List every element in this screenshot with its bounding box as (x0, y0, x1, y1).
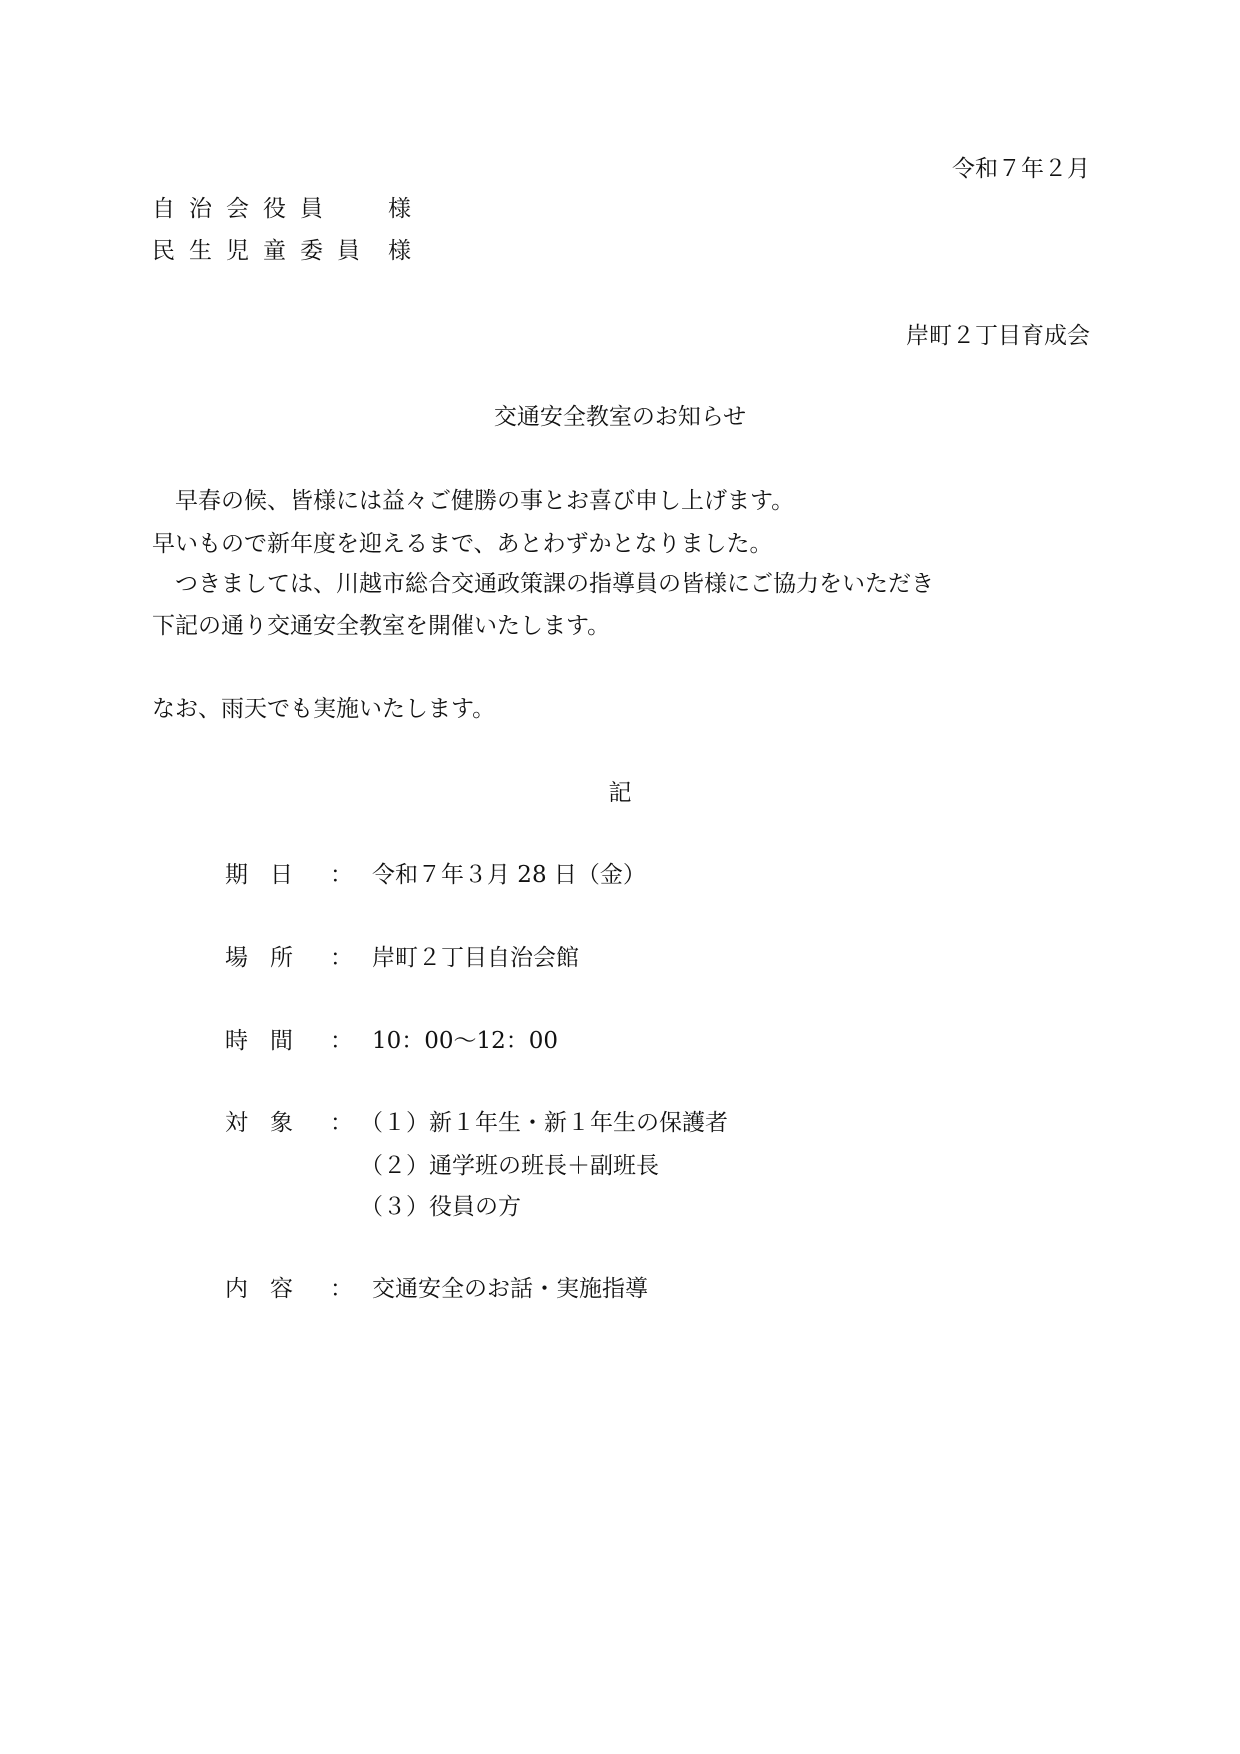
time-colon: ： (330, 1028, 353, 1054)
content-value: 交通安全のお話・実施指導 (372, 1276, 648, 1302)
target-item-1: （１）新１年生・新１年生の保護者 (360, 1110, 728, 1136)
target-label: 対象 (225, 1110, 315, 1136)
recipient-1-honorific: 様 (388, 196, 411, 222)
recipient-2-honorific: 様 (388, 238, 411, 264)
content-colon: ： (330, 1276, 353, 1302)
place-value: 岸町２丁目自治会館 (372, 945, 579, 971)
ki-heading: 記 (608, 780, 632, 806)
content-label: 内容 (225, 1276, 315, 1302)
sender: 岸町２丁目育成会 (906, 323, 1090, 349)
issue-date: 令和７年２月 (952, 156, 1090, 182)
place-colon: ： (330, 945, 353, 971)
body-line-1-text: 早春の候、皆様には益々ご健勝の事とお喜び申し上げます。 (175, 488, 795, 514)
body-line-3 (152, 573, 934, 596)
date-value: 令和７年３月 28 日（金） (372, 862, 646, 888)
body-line-1 (152, 490, 794, 513)
recipient-1-name: 自治会役員 (152, 196, 337, 222)
body-line-4: 下記の通り交通安全教室を開催いたします。 (152, 613, 611, 639)
recipient-2-name: 民生児童委員 (152, 238, 374, 264)
body-line-2: 早いもので新年度を迎えるまで、あとわずかとなりました。 (152, 531, 773, 557)
body-line-3-text: つきましては、川越市総合交通政策課の指導員の皆様にご協力をいただき (175, 571, 934, 597)
time-value: 10：00〜12：00 (372, 1028, 559, 1054)
target-item-2: （２）通学班の班長＋副班長 (360, 1153, 659, 1179)
target-colon: ： (330, 1110, 353, 1136)
body-line-5: なお、雨天でも実施いたします。 (152, 696, 496, 722)
date-colon: ： (330, 862, 353, 888)
date-label: 期日 (225, 862, 315, 888)
place-label: 場所 (225, 945, 315, 971)
document-title: 交通安全教室のお知らせ (493, 404, 747, 430)
time-label: 時間 (225, 1028, 315, 1054)
target-item-3: （３）役員の方 (360, 1194, 521, 1220)
